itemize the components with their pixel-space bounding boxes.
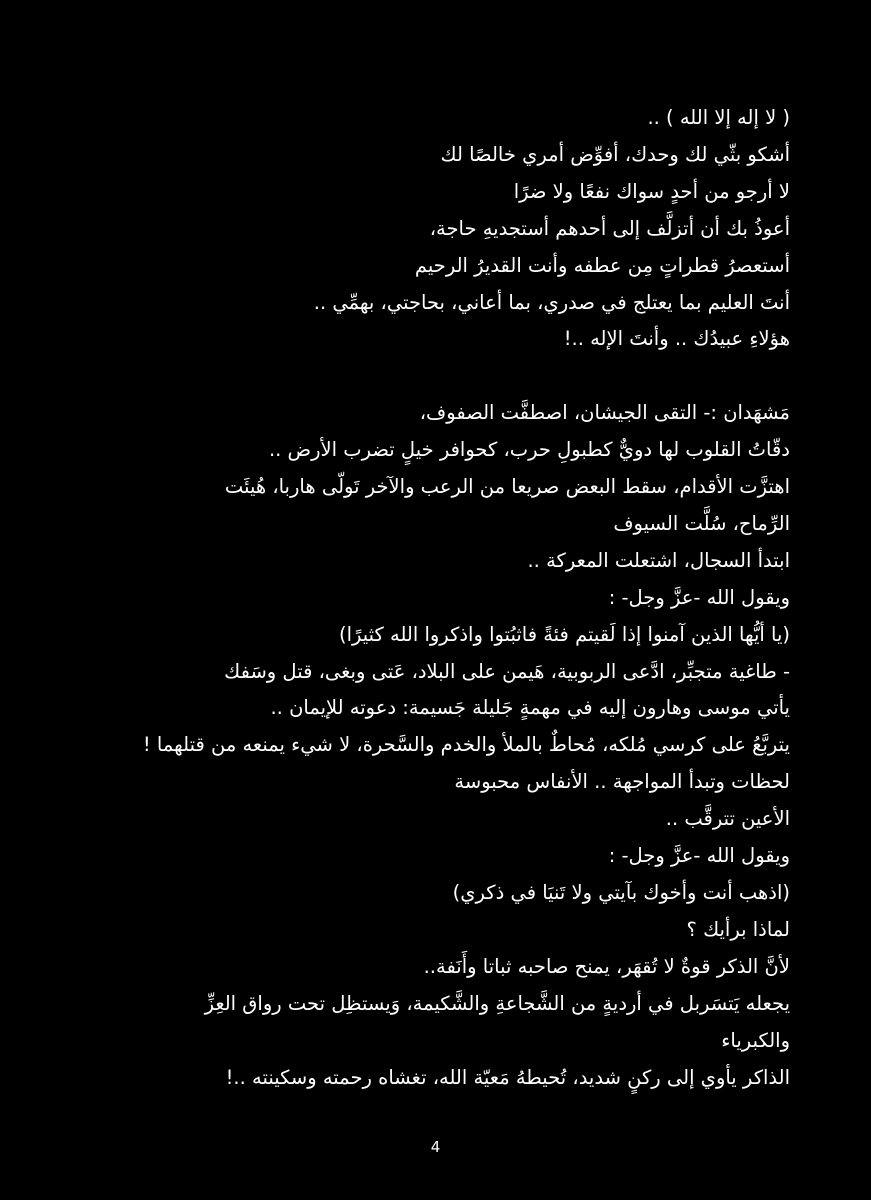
text-line: - طاغية متجبِّر، ادَّعى الربوبية، هَيمن على البلاد، عَتى وبغى، قتل وسَفك bbox=[224, 659, 790, 683]
text-line: ابتدأ السجال، اشتعلت المعركة .. bbox=[527, 548, 790, 572]
text-line: لحظات وتبدأ المواجهة .. الأنفاس محبوسة bbox=[454, 770, 790, 794]
page-number: 4 bbox=[430, 1138, 441, 1156]
text-line: الذاكر يأوي إلى ركنٍ شديد، تُحيطهُ مَعيّة الله، تغشاه رحمته وسكينته ..! bbox=[225, 1065, 790, 1089]
quran-verse: (اذهب أنت وأخوك بآيتي ولا تَنيَا في ذكري) bbox=[452, 881, 790, 905]
text-line: أنتَ العليم بما يعتلج في صدري، بما أعاني، بحاجتي، بهمِّي .. bbox=[313, 290, 790, 314]
text-line: يتربَّعُ على كرسي مُلكه، مُحاطٌ بالملأ والخدم والسَّحرة، لا شيء يمنعه من قتلهما ! bbox=[142, 733, 790, 757]
text-line: أستعصرُ قطراتٍ مِن عطفه وأنت القديرُ الرحيم bbox=[414, 253, 790, 277]
quran-verse: (يا أيُّها الذين آمنوا إذا لَقيتم فئةً فاثبُتوا واذكروا الله كثيرًا) bbox=[338, 622, 790, 646]
text-line: هؤلاءِ عبيدُك .. وأنتَ الإله ..! bbox=[563, 327, 790, 351]
text-line: لأنَّ الذكر قوةٌ لا تُقهَر، يمنح صاحبه ثباتا وأَنَفة.. bbox=[423, 954, 790, 978]
text-line: الرِّماح، سُلَّت السيوف bbox=[613, 511, 790, 535]
text-line: يجعله يَتسَربل في أرديةٍ من الشَّجاعةِ والشَّكيمة، وَيستظِل تحت رواق العِزِّ bbox=[204, 991, 790, 1015]
text-line: ( لا إله إلا الله ) .. bbox=[647, 106, 790, 129]
text-line: ويقول الله -عزَّ وجل- : bbox=[608, 844, 790, 868]
paragraph-gap bbox=[150, 358, 790, 395]
text-line: دقّاتُ القلوب لها دويٌّ كطبولِ حرب، كحوافر خيلٍ تضرب الأرض .. bbox=[268, 438, 790, 462]
text-line: يأتي موسى وهارون إليه في مهمةٍ جَليلة جَسيمة: دعوته للإيمان .. bbox=[270, 696, 790, 720]
text-line: ويقول الله -عزَّ وجل- : bbox=[608, 585, 790, 609]
text-line: اهتزَّت الأقدام، سقط البعض صريعا من الرعب والآخر تَولّى هاربا، هُيئَت bbox=[224, 475, 790, 499]
text-line: الأعين تترقَّب .. bbox=[665, 807, 790, 831]
text-line: أعوذُ بك أن أتزلَّف إلى أحدهم أستجديهِ حاجة، bbox=[429, 216, 790, 240]
text-line: والكبرياء bbox=[721, 1028, 790, 1052]
text-line: أشكو بثّي لك وحدك، أفوِّض أمري خالصًا لك bbox=[440, 142, 790, 166]
text-line: مَشهَدان :- التقى الجيشان، اصطفَّت الصفوف، bbox=[419, 401, 790, 425]
text-line: لماذا برأيك ؟ bbox=[686, 917, 790, 941]
body-text bbox=[142, 100, 790, 1096]
text-line: لا أرجو من أحدٍ سواك نفعًا ولا ضرًا bbox=[513, 179, 790, 203]
